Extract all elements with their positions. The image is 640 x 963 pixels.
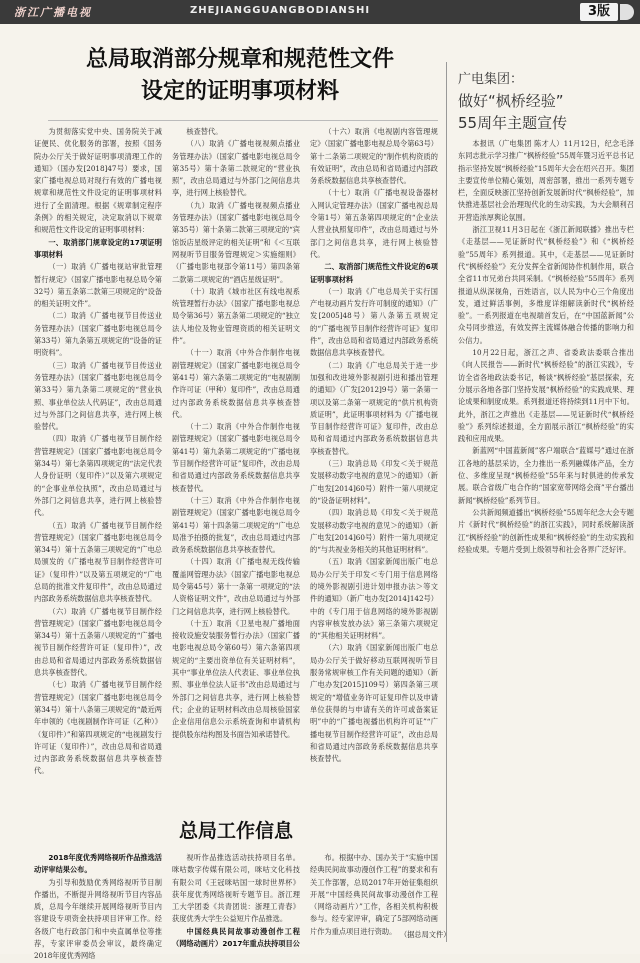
article-paragraph: （十五）取消《卫星电视广播地面接收设施安装服务暂行办法》（国家广播电影电视总局令第60号）第六条第四项规定的“主要出资单位有关证明材料”，其中“事业单位法人代表证、事业单位执照、事业单位法人证书”改由总局通过与外部门之间信息共享，进行网上核验替代；企业的证明材料改由总局核验国家企业信用信息公示系统查询和申请机构提供股东结构图及书面告知承诺替代。 (172, 618, 300, 739)
article-paragraph: （五）取消《广播电视节目制作经营管理规定》（国家广播电影电视总局令第34号）第十五条第三项规定的“广电总局颁发的《广播电视节目制作经营许可证》（复印件）”以及第五项规定的“广电总局的批准文件复印件”，改由总局通过内部政务系统数据信息共享核查替代。 (34, 520, 162, 604)
article-paragraph: 核查替代。 (186, 127, 223, 136)
article-paragraph: （二）取消《广播电视节目传送业务管理办法》（国家广播电影电视总局令第33号）第九条第五项规定的“设备的证明资料”。 (34, 311, 162, 358)
article-paragraph: （三）取消《广播电视节目传送业务管理办法》（国家广播电影电视总局令第33号）第九条第二项规定的“营业执照、事业单位法人代码证”，改由总局通过与外部门之间信息共享，进行网上核验替代。 (34, 360, 162, 432)
page-tab-decoration (620, 4, 634, 20)
article-paragraph: （十六）取消《电视剧内容管理规定》（国家广播电影电视总局令第63号）第十二条第二项规定的“制作机构资质的有效证明”，改由总局和省局通过内部政务系统数据信息共享核查替代。 (310, 127, 438, 186)
news-section-title (34, 816, 438, 843)
article-paragraph: （七）取消《广播电视节目制作经营管理规定》（国家广播电影电视总局令第34号）第十八条第三项规定的“最近两年申领的《电视剧制作许可证（乙种）》（复印件）”和第四项规定的“电视剧发行许可证（复印件）”，改由总局和省局通过内部政务系统数据信息共享核查替代。 (34, 680, 162, 776)
article-column-2 (172, 126, 300, 826)
article-paragraph: （三）取消总局《印发＜关于规范发展移动数字电视的意见＞的通知》（新广电发[2014]60号）附件一第八项规定的“设备证明材料”。 (310, 459, 438, 505)
section-subheading: 二、取消部门规范性文件设定的6项证明事项材料 (310, 262, 438, 284)
sidebar-paragraph: 新蓝网“中国蓝新闻”客户端联合“蓝媒号”通过在浙江各地的基层采访，全力推出一系列融媒体产品，全方位、多维度呈现“枫桥经验”55年来与时俱进的传承发展。联合省级广电合作的“国家宽带网络会商”平台播出新闻“枫桥经验”系列节目。 (458, 446, 634, 505)
sidebar-paragraph: 公共新闻频道播出“枫桥经验”55周年纪念大会专题片《新时代“枫桥经验”的浙江实践》，同时系统解读浙江“枫桥经验”的创新性成果和“枫桥经验”的生动实践和经验成果。专题片受到上级领导和社会各界广泛好评。 (458, 507, 634, 554)
article-paragraph: （一）取消《广电总局关于实行国产电视动画片发行许可制度的通知》（广发[2005]48号）第八条第五项规定的“广播电视节目制作经营许可证》复印件”，改由总局和省局通过内部政务系统数据信息共享核查替代。 (310, 286, 438, 358)
article-paragraph: 布。根据中办、国办关于“实施中国经典民间故事动漫创作工程”的要求和有关工作部署，总局2017年开始征集组织开展“中国经典民间故事动漫创作工程（网络动画片）”工作，各相关机构积极参与。经专家评审，确定了5部网络动画片作为重点项目进行资助。 (310, 853, 438, 936)
article-paragraph: （十二）取消《中外合作制作电视剧管理规定》（国家广播电影电视总局令第41号）第九条第二项规定的“广播电视节目制作经营许可证”复印件，改由总局和省局通过内部政务系统数据信息共享核查替代。 (172, 422, 300, 493)
news-column-1 (34, 852, 162, 961)
section-subheading: 一、取消部门规章设定的17项证明事项材料 (34, 237, 162, 259)
main-headline (40, 44, 440, 108)
news-credit: （据总局文件） (400, 930, 451, 939)
sidebar-headline-line3: 55周年主题宣传 (458, 114, 568, 132)
masthead-paper-name: 浙江广播电视 (14, 6, 92, 19)
masthead (0, 0, 640, 24)
section-subheading: 中国经典民间故事动漫创作工程（网络动画片）2017年重点扶持项目公 (172, 926, 300, 949)
main-headline-line2: 设定的证明事项材料 (140, 79, 339, 104)
article-paragraph: （十三）取消《中外合作制作电视剧管理规定》（国家广播电影电视总局令第41号）第十四条第二项规定的“广电总局准予拍摄的批复”，改由总局通过内部政务系统数据信息共享核查替代。 (172, 495, 300, 555)
sidebar-article (458, 138, 634, 938)
article-paragraph: （八）取消《广播电视视频点播业务管理办法》（国家广播电影电视总局令第35号）第十条第二款规定的“营业执照”，改由总局通过与外部门之间信息共享，进行网上核验替代。 (172, 139, 300, 198)
article-paragraph: （四）取消《广播电视节目制作经营管理规定》（国家广播电影电视总局令第34号）第七条第四项规定的“法定代表人身份证明（复印件）”以及第六项规定的“企事业单位执照”，改由总局通过与外部门之间信息共享，进行网上核验替代。 (34, 434, 162, 518)
sidebar-headline-line2: 做好“枫桥经验” (458, 92, 564, 110)
sidebar-divider (446, 62, 447, 942)
section-subheading: 2018年度优秀网络视听作品推选活动评审结果公布。 (34, 853, 162, 875)
article-paragraph: （十四）取消《广播电视无线传输覆盖网管理办法》（国家广播电影电视总局令第45号）第十一条第一项规定的“法人资格证明文件”，改由总局通过与外部门之间信息共享，进行网上核验替代。 (172, 557, 300, 616)
page-number: 3版 (580, 3, 618, 21)
article-paragraph: （四）取消总局《印发＜关于规范发展移动数字电视的意见＞的通知》（新广电发[2014]60号）附件一第九项规定的“与共视业务相关的其他证明材料”。 (310, 508, 438, 555)
article-paragraph: （九）取消《广播电视视频点播业务管理办法》（国家广播电影电视总局令第35号）第十条第二款第三项规定的“宾馆饭店星级评定的相关证明”和《＜互联网视听节目服务管理规定＞实施细则》（广播电影电视部令第11号）第四条第二款第二项规定的“酒店星级证明”。 (172, 200, 300, 284)
sidebar-paragraph: 本报讯（广电集团 陈才人）11月12日，纪念毛泽东同志批示学习推广“枫桥经验”55周年暨习近平总书记指示坚持发展“枫桥经验”15周年大会在绍兴召开。集团主要宣传单位精心策划，周密部署，推出一系列专题专栏，全面反映浙江坚持创新发展新时代“枫桥经验”，加快推进基层社会治理现代化的生动实践，为大会顺利召开营造浓厚舆论氛围。 (458, 139, 634, 222)
article-column-3 (310, 126, 438, 826)
article-paragraph: （十一）取消《中外合作制作电视剧管理规定》（国家广播电影电视总局令第41号）第六条第二项规定的“电视剧制作许可证（甲种）复印件”，改由总局通过内部政务系统数据信息共享核查替代。 (172, 348, 300, 419)
article-paragraph: 为引导和鼓励优秀网络视听节目制作播出，不断提升网络视听节目内容品质，总局今年继续开展网络视听节目内容建设专项资金扶持项目评审工作。经各级广电行政部门和中央直属单位等推荐，专家评审委员会审议，最终确定2018年度优秀网络 (34, 877, 162, 961)
headline-divider (48, 120, 438, 121)
news-column-2 (172, 852, 300, 948)
article-paragraph: （六）取消《广播电视节目制作经营管理规定》（国家广播电影电视总局令第34号）第十五条第八项规定的“广播电视节目制作经营许可证（复印件）”，改由总局和省局通过内部政务系统数据信息共享核查替代。 (34, 606, 162, 678)
article-paragraph: （十七）取消《广播电视设备器材入网认定管理办法》（国家广播电视总局令第1号）第五条第四项规定的“企业法人营业执照复印件”，改由总局通过与外部门之间信息共享，进行网上核验替代。 (310, 188, 438, 259)
article-paragraph: （一）取消《广播电视站审批管理暂行规定》（国家广播电影电视总局令第32号）第五条第二款第三项规定的“设备的相关证明文件”。 (34, 262, 162, 309)
article-paragraph: 为贯彻落实党中央、国务院关于减证便民、优化服务的部署，按照《国务院办公厅关于做好证明事项清理工作的通知》（国办发[2018]47号）要求，国家广播电视总局对现行有效的广播电视规章和规范性文件设定的证明事项材料进行了全面清理。根据《规章制定程序条例》的相关规定，决定取消以下规章和规范性文件设定的证明事项材料： (34, 127, 162, 235)
sidebar-headline-line1: 广电集团： (458, 72, 524, 87)
article-paragraph: （二）取消《广电总局关于进一步加强和改进境外影视剧引进和播出管理的通知》（广发[2012]9号）第一条第一项以及第二条第一项规定的“供片机构资质证明”，此证明事项材料为《广播电视节目制作经营许可证》复印件，改由总局和省局通过内部政务系统数据信息共享核查替代。 (310, 360, 438, 456)
article-paragraph: （十）取消《城市社区有线电视系统管理暂行办法》（国家广播电影电视总局令第36号）第五条第二项规定的“独立法人地位及物业管理资质的相关证明文件”。 (172, 286, 300, 346)
article-paragraph: （五）取消《国家新闻出版广电总局办公厅关于印发＜专门用于信息网络的境外影视剧引进计划申报办法＞等文件的通知》（新广电办发[2014]142号）中的《专门用于信息网络的境外影视剧内容审核发放办法》第三条第六项规定的“其他相关证明材料”。 (310, 557, 438, 641)
sidebar-paragraph: 浙江卫视11月3日起在《浙江新闻联播》推出专栏《走基层——见证新时代“枫桥经验”》和《“枫桥经验”55周年》系列报道。其中，《走基层——见证新时代“枫桥经验”》充分发挥全省新闻协作机制作用，联合全省11市兄弟台共同采制。《“枫桥经验”55周年》系列报道从纵深视角，百姓语言，以人民为中心三个角度出发，通过鲜活事例，多维度详细解读新时代“枫桥经验”。一系列报道在电视端首发后，在“中国蓝新闻”公众号同步推送，有效发挥主流媒体融合传播的影响力和公信力。 (458, 225, 634, 345)
article-column-1 (34, 126, 162, 826)
news-section-title-text: 总局工作信息 (169, 820, 303, 842)
sidebar-paragraph: 10月22日起，浙江之声、省委政法委联合推出《向人民报告——新时代“枫桥经验”的浙江实践》，专访全省各地政法委书记，畅谈“枫桥经验”基层探索，充分展示各地各部门坚持发展“枫桥经验”的实践成果、理论成果和制度成果。系列报道还将持续到11月中下旬。此外，浙江之声推出《走基层——见证新时代“枫桥经验”》系列综述报道，全方面展示浙江“枫桥经验”的实践和应用成果。 (458, 348, 634, 444)
article-paragraph: （六）取消《国家新闻出版广电总局办公厅关于做好移动互联网视听节目服务常规审核工作有关问题的通知》（新广电办发[2015]109号）第四条第三项规定的“增值业务许可证复印件以及申请单位获得的与申请有关的许可或备案证明”中的“广播电视播出机构许可证”“广播电视节目制作经营许可证”，改由总局和省局通过内部政务系统数据信息共享核查替代。 (310, 643, 438, 764)
main-headline-line1: 总局取消部分规章和规范性文件 (85, 47, 394, 72)
article-paragraph: 视听作品推选活动扶持项目名单。咪咕数字传媒有限公司，咪咕文化科技有限公司《王冠咪咕国一球时世界杯》获年度优秀网络视听专题节目。浙江理工大学团委《共青团说：浙理工青春》获度优秀大学生公益短片作品推选。 (172, 853, 300, 924)
sidebar-headline (458, 70, 636, 134)
masthead-pinyin: ZHEJIANGGUANGBODIANSHI (190, 5, 371, 16)
